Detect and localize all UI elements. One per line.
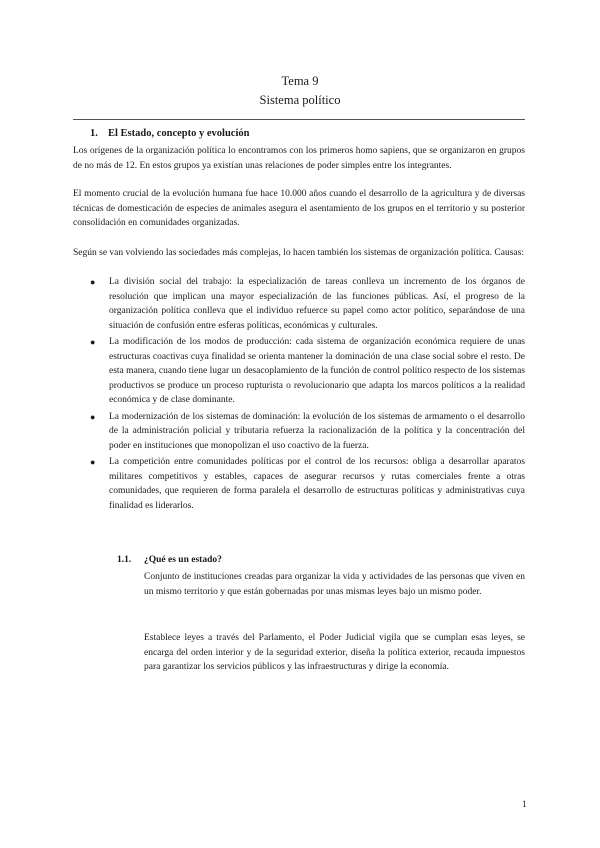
bullet-icon: ● <box>90 411 96 422</box>
list-item-text: La competición entre comunidades políticas por el control de los recursos: obliga a desarrollar aparatos militares competitivos y estables, capaces de asegurar recursos y rutas comerciales frente a otras comunidades, que requieren de forma paralela el desarrollo de estructuras políticas y administrativas cuya finalidad es liderarlos. <box>109 457 525 511</box>
paragraph: El momento crucial de la evolución humana fue hace 10.000 años cuando el desarrollo de la agricultura y de diversas técnicas de domesticación de especies de animales asegura el asentamiento de los grupos en el territorio y su posterior consolidación en comunidades organizadas. <box>73 189 525 228</box>
list-item <box>90 275 525 333</box>
section-title: El Estado, concepto y evolución <box>108 128 250 139</box>
list-item-text: La modificación de los modos de producción: cada sistema de organización económica requiere de unas estructuras coactivas cuya finalidad se orienta mantener la dominación de una clase social sobre el resto. De esta manera, cuando tiene lugar un desacoplamiento de la función de control político respecto de los sistemas productivos se produce un proceso rupturista o revolucionario que adapta los marcos políticos a la realidad económica y de clase dominante. <box>109 337 525 405</box>
list-item <box>90 335 525 408</box>
bullet-icon: ● <box>90 277 96 287</box>
paragraph: Según se van volviendo las sociedades más complejas, lo hacen también los sistemas de organización política. Causas: <box>73 248 524 258</box>
causes-list <box>90 275 525 515</box>
page-subtitle: Sistema político <box>259 93 341 107</box>
subsection-number: 1.1. <box>117 555 132 565</box>
section-heading <box>90 128 249 139</box>
list-item <box>90 410 525 454</box>
list-item-text: La división social del trabajo: la especialización de tareas conlleva un incremento de los órganos de resolución que implican una mayor especialización de las funciones públicas. Así, el progreso de la organización política conlleva que el individuo refuerce su papel como actor político, separándose de una situación de confusión entre esferas políticas, económicas y culturales. <box>109 277 525 331</box>
paragraph: Establece leyes a través del Parlamento, el Poder Judicial vigila que se cumplan esas leyes, se encarga del orden interior y de la seguridad exterior, diseña la política exterior, recauda impuestos para garantizar los servicios públicos y las infraestructuras y dirige la economía. <box>144 633 525 672</box>
list-item-text: La modernización de los sistemas de dominación: la evolución de los sistemas de armamento o el desarrollo de la administración policial y tributaria refuerza la racionalización de la política y la concentración del poder en instituciones que monopolizan el uso coactivo de la fuerza. <box>109 411 525 451</box>
header-divider <box>73 119 525 120</box>
section-number: 1. <box>90 128 98 139</box>
bullet-icon: ● <box>90 337 96 347</box>
subsection-heading <box>117 555 222 565</box>
list-item <box>90 455 525 513</box>
page-title: Tema 9 <box>281 74 319 88</box>
paragraph: Conjunto de instituciones creadas para organizar la vida y actividades de las personas que viven en un mismo territorio y que están gobernadas por unas mismas leyes bajo un mismo poder. <box>144 572 525 597</box>
subsection-title: ¿Qué es un estado? <box>144 555 222 565</box>
paragraph: Los orígenes de la organización política lo encontramos con los primeros homo sapiens, que se organizaron en grupos de no más de 12. En estos grupos ya existían unas relaciones de poder simples entre los integrantes. <box>73 146 525 171</box>
bullet-icon: ● <box>90 457 96 467</box>
page-number: 1 <box>522 800 527 810</box>
